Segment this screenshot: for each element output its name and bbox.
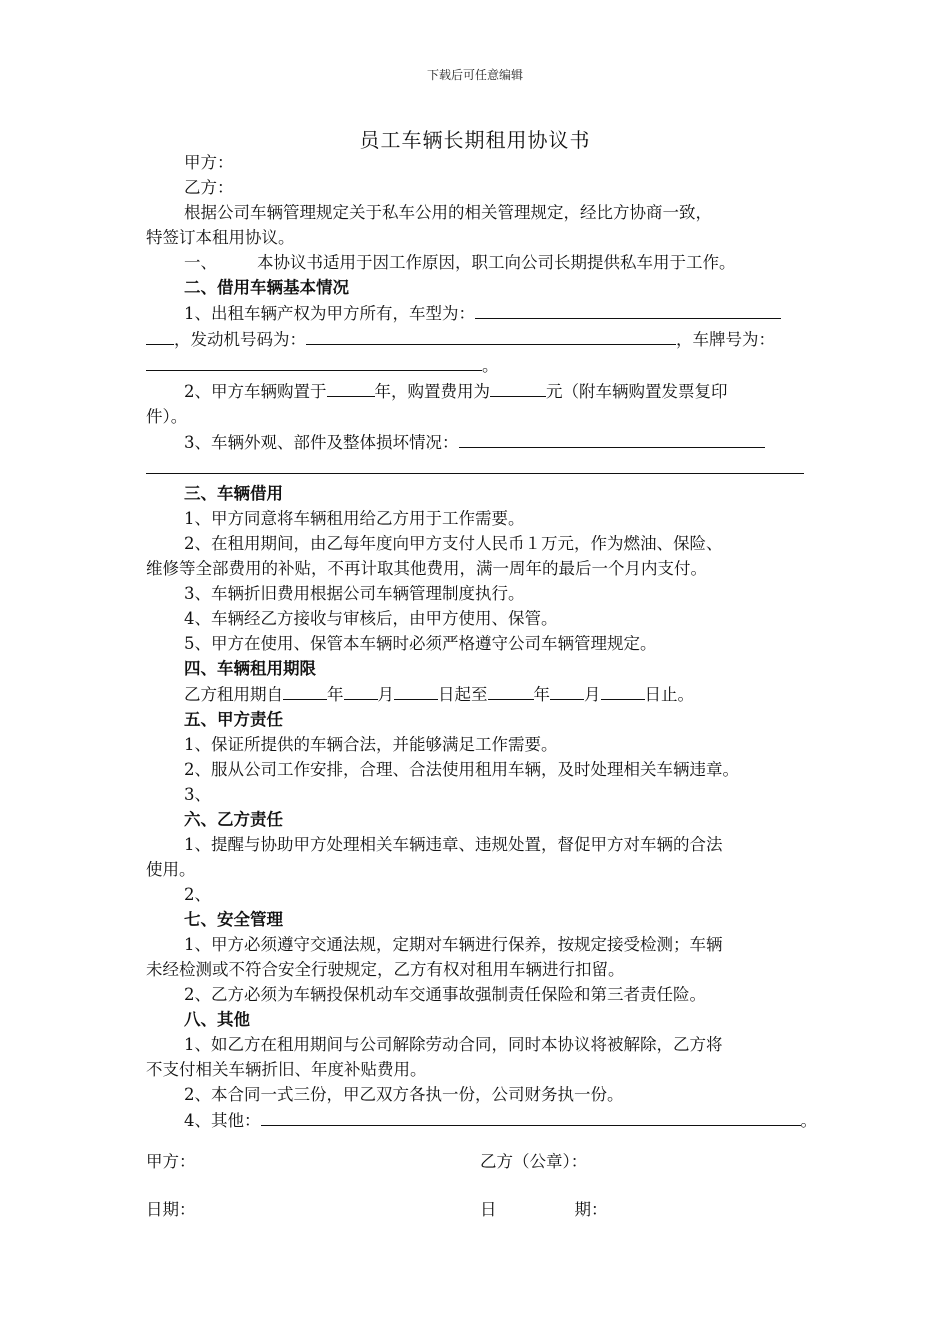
damage-condition-label: 3、车辆外观、部件及整体损坏情况： bbox=[184, 433, 459, 452]
damage-condition-blank[interactable] bbox=[459, 429, 765, 448]
date-party-b bbox=[480, 1196, 608, 1220]
s6-item-1-line-2: 使用。 bbox=[146, 860, 196, 879]
header-note: 下载后可任意编辑 bbox=[426, 68, 523, 82]
end-day-blank[interactable] bbox=[601, 681, 645, 700]
other-terms-end: 。 bbox=[800, 1111, 817, 1130]
vehicle-model-blank-continued[interactable] bbox=[146, 326, 174, 345]
end-year-unit: 年 bbox=[533, 685, 550, 704]
s2-item-1-line-3 bbox=[146, 352, 826, 378]
other-terms-label: 4、其他： bbox=[184, 1111, 261, 1130]
section-6-title: 六、乙方责任 bbox=[184, 810, 283, 829]
start-year-unit: 年 bbox=[327, 685, 344, 704]
s3-item-1: 1、甲方同意将车辆租用给乙方用于工作需要。 bbox=[184, 509, 525, 528]
s2-item-2-line-1 bbox=[146, 378, 826, 404]
s7-item-2: 2、乙方必须为车辆投保机动车交通事故强制责任保险和第三者责任险。 bbox=[184, 985, 706, 1004]
date-party-a: 日期： bbox=[146, 1200, 196, 1219]
section-7-title: 七、安全管理 bbox=[184, 910, 283, 929]
s6-item-1-line-1: 1、提醒与协助甲方处理相关车辆违章、违规处置，督促甲方对车辆的合法 bbox=[184, 835, 723, 854]
start-day-blank[interactable] bbox=[394, 681, 438, 700]
purchase-invoice-note: 元（附车辆购置发票复印 bbox=[546, 382, 728, 401]
lease-period-label: 乙方租用期自 bbox=[184, 685, 283, 704]
start-year-blank[interactable] bbox=[283, 681, 327, 700]
s2-item-3-line-1 bbox=[146, 429, 826, 455]
preamble-line-1: 根据公司车辆管理规定关于私车公用的相关管理规定，经比方协商一致， bbox=[184, 203, 712, 222]
section-4-title: 四、车辆租用期限 bbox=[184, 659, 316, 678]
purchase-year-label: 2、甲方车辆购置于 bbox=[184, 382, 327, 401]
plate-number-label: ，车牌号为： bbox=[676, 330, 775, 349]
end-day-unit: 日止。 bbox=[644, 685, 694, 704]
lease-period-line bbox=[146, 681, 826, 707]
preamble-line-2: 特签订本租用协议。 bbox=[146, 228, 295, 247]
plate-number-blank[interactable] bbox=[146, 352, 482, 371]
s8-item-2: 2、本合同一式三份，甲乙双方各执一份，公司财务执一份。 bbox=[184, 1085, 624, 1104]
item-1-number: 一、 bbox=[184, 253, 217, 272]
s3-item-3: 3、车辆折旧费用根据公司车辆管理制度执行。 bbox=[184, 584, 525, 603]
purchase-cost-label: 年，购置费用为 bbox=[374, 382, 490, 401]
document-body bbox=[146, 150, 826, 1133]
start-month-unit: 月 bbox=[377, 685, 394, 704]
s2-item-1-text: 1、出租车辆产权为甲方所有，车型为： bbox=[184, 304, 475, 323]
s5-item-1: 1、保证所提供的车辆合法，并能够满足工作需要。 bbox=[184, 735, 558, 754]
start-day-unit: 日起至 bbox=[438, 685, 488, 704]
engine-number-blank[interactable] bbox=[306, 326, 676, 345]
signature-party-a: 甲方： bbox=[146, 1152, 196, 1171]
s2-item-2-line-2: 件）。 bbox=[146, 407, 188, 426]
s2-item-1-line-1 bbox=[146, 300, 826, 326]
s3-item-2-line-2: 维修等全部费用的补贴，不再计取其他费用，满一周年的最后一个月内支付。 bbox=[146, 559, 707, 578]
end-month-unit: 月 bbox=[584, 685, 601, 704]
party-b-label: 乙方： bbox=[184, 178, 234, 197]
section-2-title: 二、借用车辆基本情况 bbox=[184, 278, 349, 297]
start-month-blank[interactable] bbox=[344, 681, 378, 700]
other-terms-blank[interactable] bbox=[261, 1107, 801, 1126]
s2-item-3-line-2 bbox=[146, 455, 826, 481]
s2-item-1-line-2 bbox=[146, 326, 826, 352]
s8-item-4 bbox=[146, 1107, 826, 1133]
s3-item-2-line-1: 2、在租用期间，由乙每年度向甲方支付人民币１万元，作为燃油、保险、 bbox=[184, 534, 723, 553]
purchase-cost-blank[interactable] bbox=[490, 378, 546, 397]
s5-item-2: 2、服从公司工作安排，合理、合法使用租用车辆，及时处理相关车辆违章。 bbox=[184, 760, 739, 779]
party-a-label: 甲方： bbox=[184, 153, 234, 172]
date-party-b-label-1: 日 bbox=[480, 1200, 497, 1219]
end-month-blank[interactable] bbox=[550, 681, 584, 700]
s8-item-1-line-1: 1、如乙方在租用期间与公司解除劳动合同，同时本协议将被解除，乙方将 bbox=[184, 1035, 723, 1054]
engine-number-label: ，发动机号码为： bbox=[174, 330, 306, 349]
date-party-b-label-2: 期： bbox=[574, 1200, 608, 1219]
s6-item-2: 2、 bbox=[184, 885, 211, 904]
s5-item-3: 3、 bbox=[184, 785, 211, 804]
section-5-title: 五、甲方责任 bbox=[184, 710, 283, 729]
s2-item-1-end: 。 bbox=[482, 356, 499, 375]
purchase-year-blank[interactable] bbox=[327, 378, 375, 397]
item-1 bbox=[146, 250, 826, 275]
s7-item-1-line-2: 未经检测或不符合安全行驶规定，乙方有权对租用车辆进行扣留。 bbox=[146, 960, 625, 979]
end-year-blank[interactable] bbox=[488, 681, 534, 700]
document-title: 员工车辆长期租用协议书 bbox=[359, 128, 591, 152]
signature-party-b: 乙方（公章）： bbox=[480, 1152, 588, 1171]
s3-item-5: 5、甲方在使用、保管本车辆时必须严格遵守公司车辆管理规定。 bbox=[184, 634, 657, 653]
s7-item-1-line-1: 1、甲方必须遵守交通法规，定期对车辆进行保养，按规定接受检测；车辆 bbox=[184, 935, 723, 954]
vehicle-model-blank[interactable] bbox=[475, 300, 781, 319]
section-8-title: 八、其他 bbox=[184, 1010, 250, 1029]
section-3-title: 三、车辆借用 bbox=[184, 484, 283, 503]
item-1-text: 本协议书适用于因工作原因，职工向公司长期提供私车用于工作。 bbox=[257, 253, 736, 272]
s3-item-4: 4、车辆经乙方接收与审核后，由甲方使用、保管。 bbox=[184, 609, 558, 628]
damage-condition-blank-continued[interactable] bbox=[146, 455, 804, 474]
s8-item-1-line-2: 不支付相关车辆折旧、年度补贴费用。 bbox=[146, 1060, 427, 1079]
